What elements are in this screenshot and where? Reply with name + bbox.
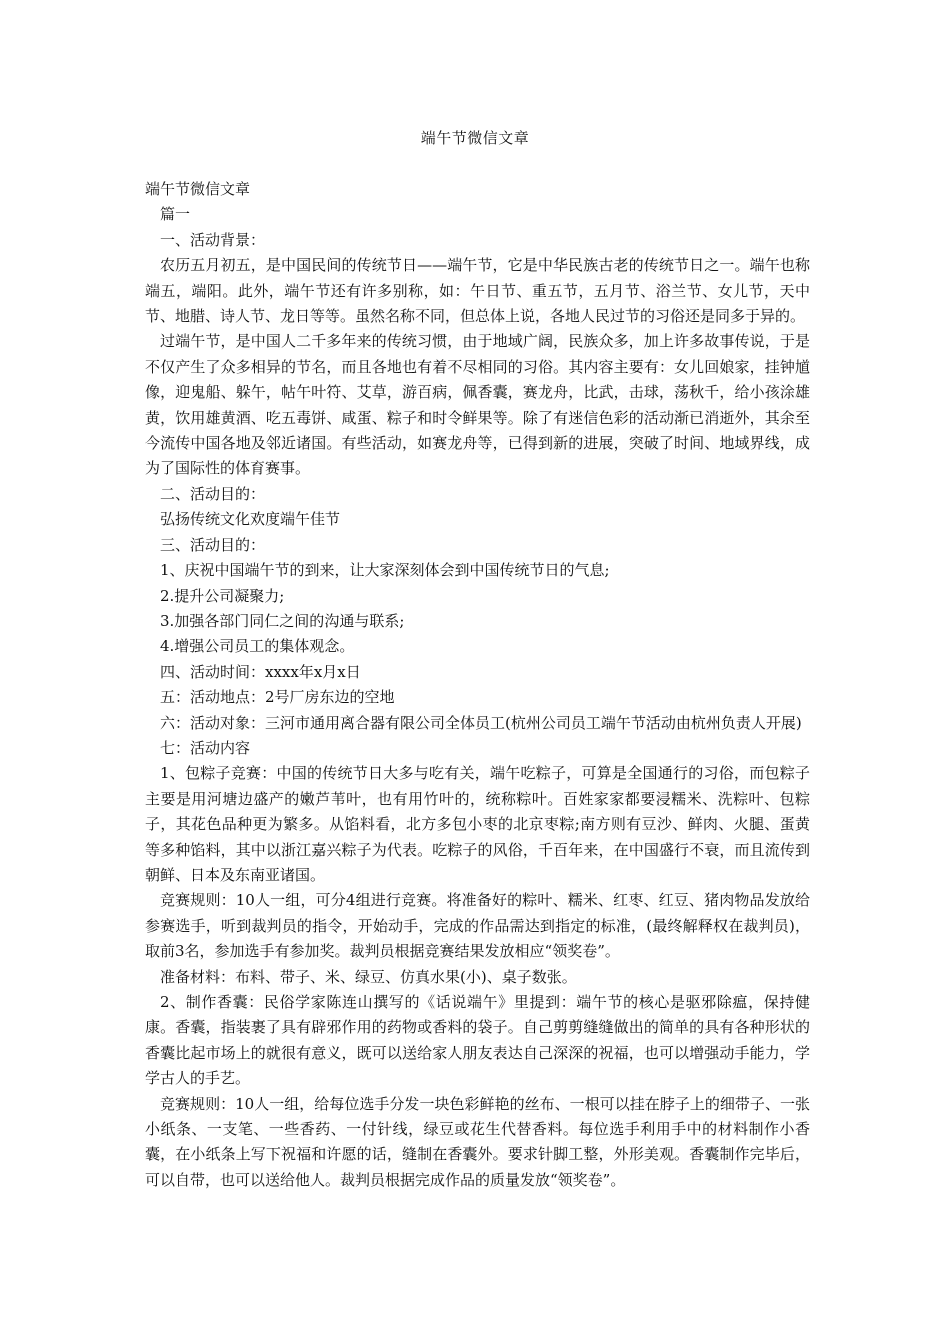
document-body [145,177,810,1193]
paragraph-sachet: 2、制作香囊：民俗学家陈连山撰写的《话说端午》里提到：端午节的核心是驱邪除瘟，保持健康。香囊，指装裹了具有辟邪作用的药物或香料的袋子。自己剪剪缝缝做出的简单的具有各种形状的香囊比起市场上的就很有意义，既可以送给家人朋友表达自己深深的祝福，也可以增强动手能力，学学古人的手艺。 [145,993,810,1088]
section-label: 篇一 [160,205,191,224]
list-item: 2.提升公司凝聚力; [160,586,285,605]
paragraph-background-2: 过端午节，是中国人二千多年来的传统习惯，由于地域广阔，民族众多，加上许多故事传说，于是不仅产生了众多相异的节名，而且各地也有着不尽相同的习俗。其内容主要有：女儿回娘家，挂钟馗像，迎鬼船、躲午，帖午叶符、艾草，游百病，佩香囊，赛龙舟，比武，击球，荡秋千，给小孩涂雄黄，饮用雄黄酒、吃五毒饼、咸蛋、粽子和时令鲜果等。除了有迷信色彩的活动渐已消逝外，其余至今流传中国各地及邻近诸国。有些活动，如赛龙舟等，已得到新的进展，突破了时间、地域界线，成为了国际性的体育赛事。 [145,332,810,478]
paragraph-purpose: 弘扬传统文化欢度端午佳节 [160,510,341,529]
list-item: 3.加强各部门同仁之间的沟通与联系; [160,611,405,630]
section-heading-purpose: 二、活动目的： [160,484,266,503]
section-heading-content: 七：活动内容 [160,738,251,757]
body-heading: 端午节微信文章 [145,180,251,198]
paragraph-zongzi: 1、包粽子竞赛：中国的传统节日大多与吃有关，端午吃粽子，可算是全国通行的习俗，而包粽子主要是用河塘边盛产的嫩芦苇叶，也有用竹叶的，统称粽叶。百姓家家都要浸糯米、洗粽叶、包粽子，其花色品种更为繁多。从馅料看，北方多包小枣的北京枣粽;南方则有豆沙、鲜肉、火腿、蛋黄等多种馅料，其中以浙江嘉兴粽子为代表。吃粽子的风俗，千百年来，在中国盛行不衰，而且流传到朝鲜、日本及东南亚诸国。 [145,764,810,884]
activity-participants: 六：活动对象：三河市通用离合器有限公司全体员工(杭州公司员工端午节活动由杭州负责人开展) [160,713,802,732]
list-item: 4.增强公司员工的集体观念。 [160,637,355,656]
paragraph-materials: 准备材料：布料、带子、米、绿豆、仿真水果(小)、桌子数张。 [160,967,577,986]
section-heading-purpose-2: 三、活动目的： [160,535,266,554]
list-item: 1、庆祝中国端午节的到来，让大家深刻体会到中国传统节日的气息; [160,561,610,580]
paragraph-sachet-rules: 竞赛规则：10人一组，给每位选手分发一块色彩鲜艳的丝布、一根可以挂在脖子上的细带子、一张小纸条、一支笔、一些香药、一付针线，绿豆或花生代替香料。每位选手利用手中的材料制作小香囊，在小纸条上写下祝福和许愿的话，缝制在香囊外。要求针脚工整，外形美观。香囊制作完毕后，可以自带，也可以送给他人。裁判员根据完成作品的质量发放“领奖卷”。 [145,1094,810,1189]
activity-location: 五：活动地点：2号厂房东边的空地 [160,688,395,707]
section-heading-background: 一、活动背景： [160,230,266,249]
document-title: 端午节微信文章 [420,129,530,147]
paragraph-background-1: 农历五月初五，是中国民间的传统节日——端午节，它是中华民族古老的传统节日之一。端午也称端五，端阳。此外，端午节还有许多别称，如：午日节、重五节，五月节、浴兰节、女儿节，天中节、地腊、诗人节、龙日等等。虽然名称不同，但总体上说，各地人民过节的习俗还是同多于异的。 [145,256,810,326]
activity-time: 四、活动时间：xxxx年x月x日 [160,662,361,681]
paragraph-zongzi-rules: 竞赛规则：10人一组，可分4组进行竞赛。将准备好的粽叶、糯米、红枣、红豆、猪肉物品发放给参赛选手，听到裁判员的指令，开始动手，完成的作品需达到指定的标准，(最终解释权在裁判员)，取前3名，参加选手有参加奖。裁判员根据竞赛结果发放相应“领奖卷”。 [145,891,810,961]
